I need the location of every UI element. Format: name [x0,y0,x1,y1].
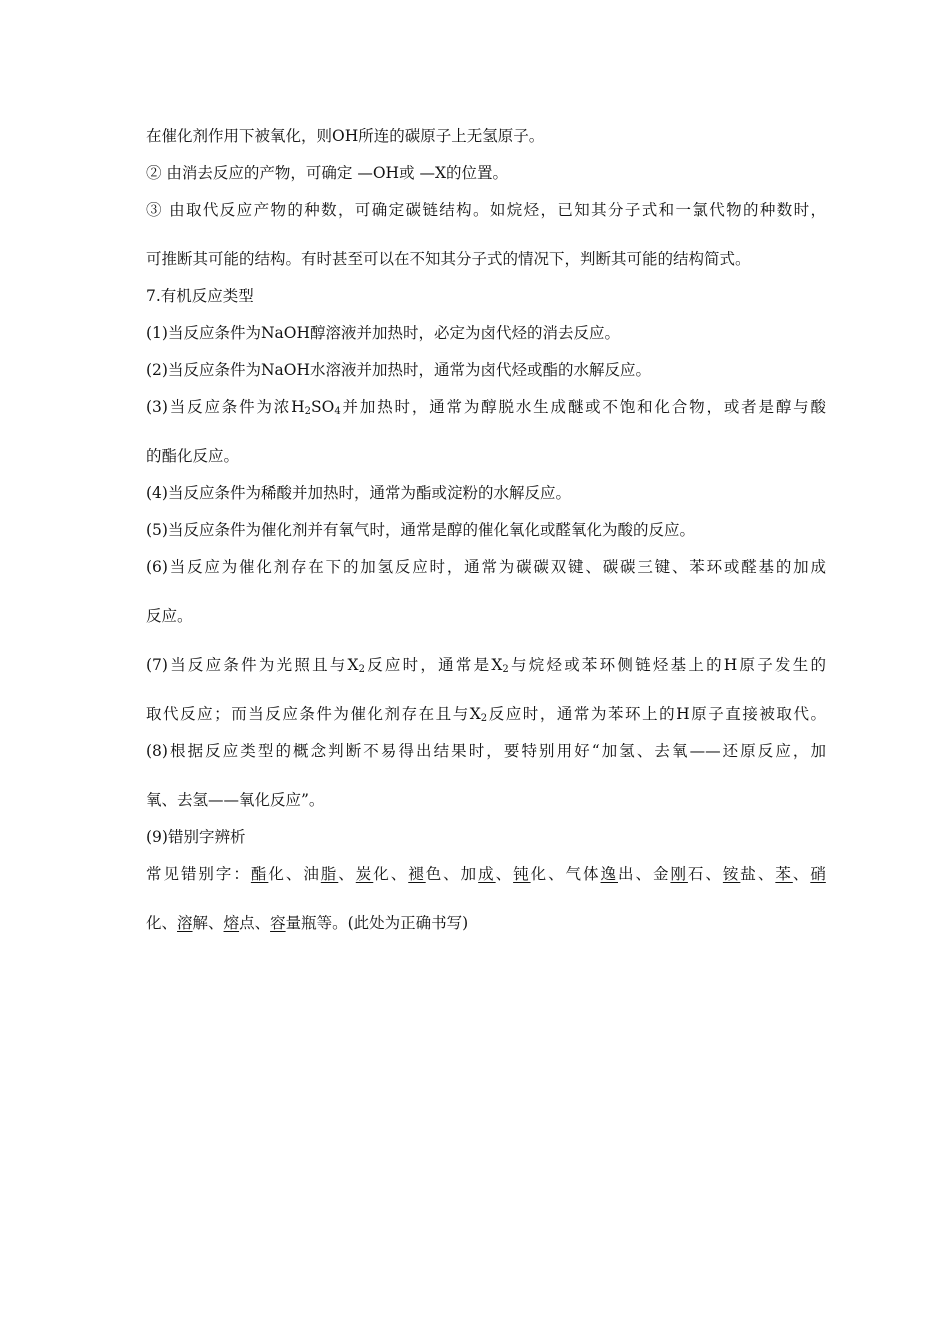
subscript: 2 [358,664,365,675]
text-run: (3)当反应条件为浓H [146,398,305,416]
text-run: SO [311,398,335,416]
paragraph-line-4: 可推断其可能的结构。有时甚至可以在不知其分子式的情况下，判断其可能的结构简式。 [146,250,751,268]
typo-run: 常见错别字： [146,865,251,883]
typo-run: 化、油 [268,865,321,883]
paragraph-line-3: ③ 由取代反应产物的种数，可确定碳链结构。如烷烃，已知其分子式和一氯代物的种数时， [146,201,826,219]
text-run: (7)当反应条件为光照且与X [146,656,359,674]
typo-correct-char: 刚 [670,865,688,883]
typo-run: 化、 [373,865,409,883]
list-item-3-line-2: 的酯化反应。 [146,447,240,465]
list-item-2: (2)当反应条件为NaOH水溶液并加热时，通常为卤代烃或酯的水解反应。 [146,361,651,379]
list-item-6-line-1: (6)当反应为催化剂存在下的加氢反应时，通常为碳碳双键、碳碳三键、苯环或醛基的加成 [146,558,826,576]
subscript: 2 [480,713,488,724]
text-run: 并加热时，通常为醇脱水生成醚或不饱和化合物，或者是醇与酸 [340,398,826,416]
paragraph-line-2: ② 由消去反应的产物，可确定 —OH或 —X的位置。 [146,164,509,182]
typo-run: 化、 [146,914,178,932]
typo-correct-char: 硝 [810,865,826,883]
typo-correct-char: 熔 [223,914,240,932]
typo-correct-char: 逸 [600,865,618,883]
typo-correct-char: 铵 [722,865,741,883]
text-run: 与烷烃或苯环侧链烃基上的H原子发生的 [508,656,826,674]
list-item-5: (5)当反应条件为催化剂并有氧气时，通常是醇的催化氧化或醛氧化为酸的反应。 [146,521,695,539]
typo-correct-char: 褪 [408,865,426,883]
section-heading-reaction-types: 7.有机反应类型 [146,287,254,305]
typo-run: 解、 [192,914,224,932]
subscript: 2 [304,406,311,417]
typo-run: 石、 [687,865,723,883]
subscript: 4 [334,406,341,417]
typo-run: 量瓶等。(此处为正确书写) [285,914,469,932]
typo-run: 色、加 [425,865,479,883]
typo-run: 、 [338,865,356,883]
typo-run: 点、 [239,914,271,932]
list-item-7-line-1 [146,653,826,677]
typo-list-line-1 [146,862,826,886]
list-item-6-line-2: 反应。 [146,607,193,625]
typo-run: 化、气体 [530,865,601,883]
text-run: 反应时，通常是X [364,656,503,674]
typo-run: 、 [495,865,514,883]
typo-correct-char: 脂 [320,865,339,883]
list-item-7-line-2 [146,702,826,726]
typo-correct-char: 苯 [775,865,793,883]
typo-correct-char: 炭 [355,865,374,883]
typo-correct-char: 溶 [177,914,193,932]
text-run: 反应时，通常为苯环上的H原子直接被取代。 [487,705,826,723]
text-run: 取代反应；而当反应条件为催化剂存在且与X [146,705,481,723]
typo-correct-char: 酯 [250,865,269,883]
list-item-4: (4)当反应条件为稀酸并加热时，通常为酯或淀粉的水解反应。 [146,484,571,502]
list-item-1: (1)当反应条件为NaOH醇溶液并加热时，必定为卤代烃的消去反应。 [146,324,620,342]
typo-correct-char: 钝 [513,865,531,883]
list-item-8-line-2: 氧、去氢——氧化反应”。 [146,791,325,809]
list-item-3-line-1 [146,395,826,419]
typo-run: 出、金 [618,865,671,883]
list-item-8-line-1: (8)根据反应类型的概念判断不易得出结果时，要特别用好“加氢、去氧——还原反应，加 [146,742,826,760]
typo-list-line-2 [146,911,826,935]
list-item-9-heading: (9)错别字辨析 [146,828,246,846]
typo-run: 盐、 [740,865,776,883]
typo-run: 、 [792,865,811,883]
subscript: 2 [502,664,509,675]
typo-correct-char: 容 [270,914,286,932]
document-body [146,124,826,935]
typo-correct-char: 成 [478,865,496,883]
paragraph-line-1: 在催化剂作用下被氧化，则OH所连的碳原子上无氢原子。 [146,127,545,145]
